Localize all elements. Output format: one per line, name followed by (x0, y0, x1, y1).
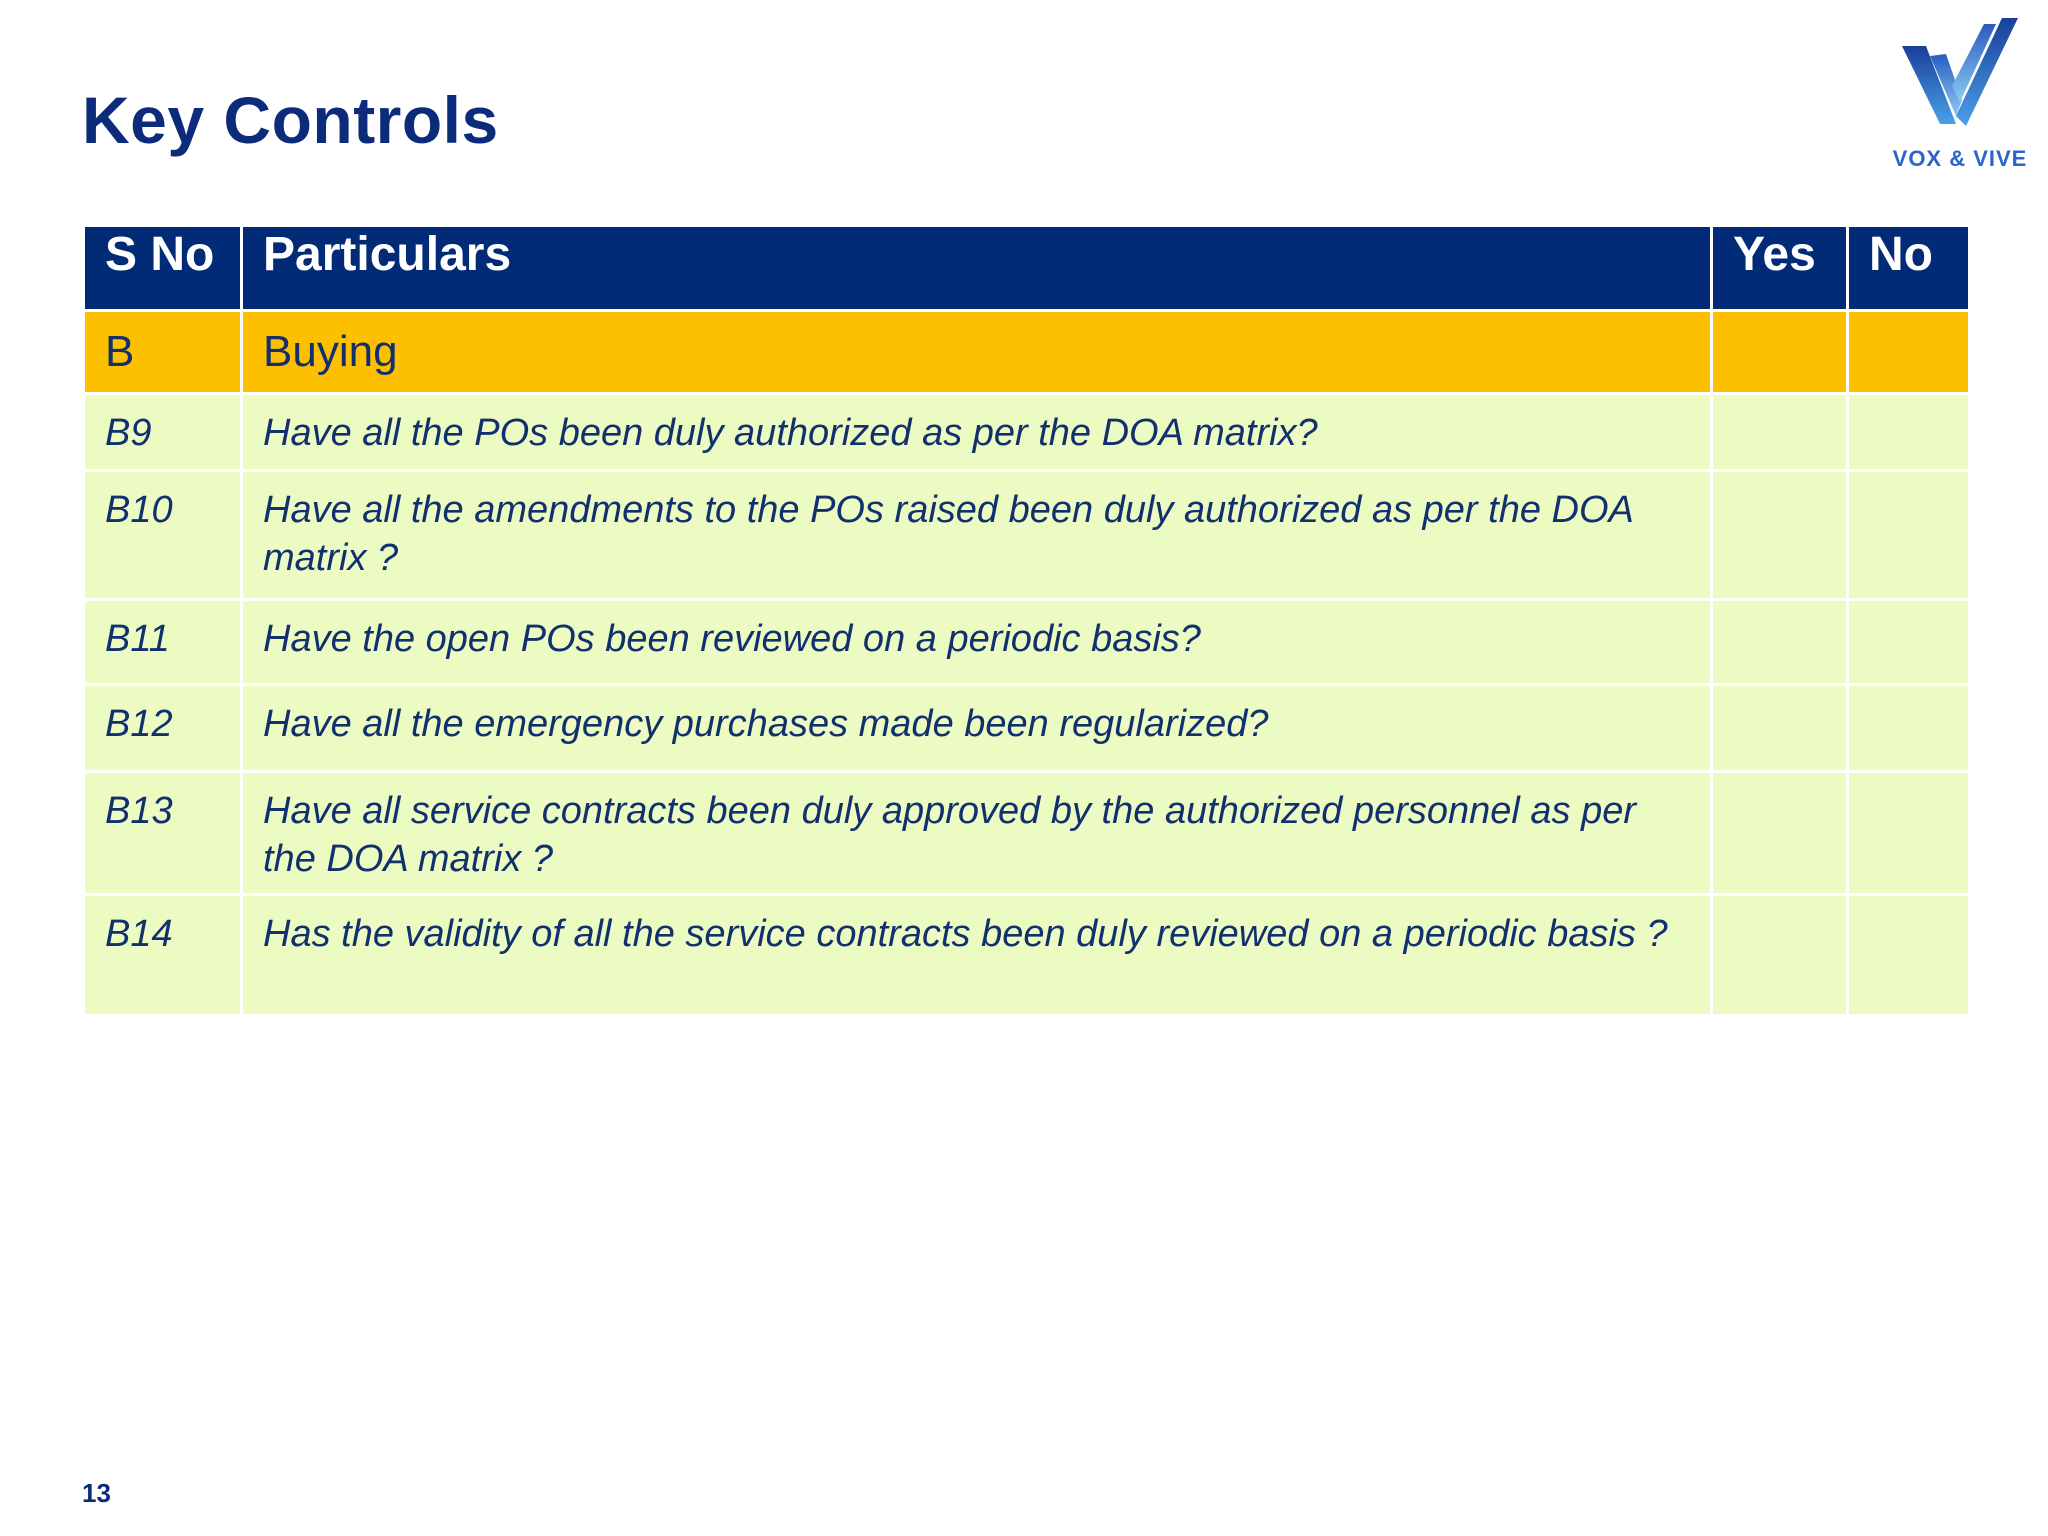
row-sno: B13 (84, 772, 242, 895)
section-yes-cell (1712, 311, 1848, 394)
row-sno: B10 (84, 471, 242, 600)
row-no-cell[interactable] (1848, 471, 1970, 600)
row-no-cell[interactable] (1848, 394, 1970, 471)
row-question: Have all the amendments to the POs raised been duly authorized as per the DOA matrix ? (242, 471, 1712, 600)
row-yes-cell[interactable] (1712, 471, 1848, 600)
section-label: Buying (242, 311, 1712, 394)
logo-text: VOX & VIVE (1892, 146, 2028, 171)
row-sno: B12 (84, 685, 242, 772)
row-question: Have all the POs been duly authorized as per the DOA matrix? (242, 394, 1712, 471)
row-question: Have all service contracts been duly approved by the authorized personnel as per the DOA matrix ? (242, 772, 1712, 895)
row-no-cell[interactable] (1848, 685, 1970, 772)
table-row (84, 895, 1970, 1016)
section-no-cell (1848, 311, 1970, 394)
row-yes-cell[interactable] (1712, 394, 1848, 471)
row-question: Have all the emergency purchases made been regularized? (242, 685, 1712, 772)
page-title: Key Controls (82, 83, 499, 157)
table-row (84, 685, 1970, 772)
company-logo (1876, 16, 2044, 171)
section-code: B (84, 311, 242, 394)
row-yes-cell[interactable] (1712, 685, 1848, 772)
row-sno: B9 (84, 394, 242, 471)
row-question: Have the open POs been reviewed on a periodic basis? (242, 600, 1712, 685)
row-yes-cell[interactable] (1712, 772, 1848, 895)
row-question: Has the validity of all the service contracts been duly reviewed on a periodic basis ? (242, 895, 1712, 1016)
vv-logo-icon (1900, 16, 2020, 128)
row-yes-cell[interactable] (1712, 895, 1848, 1016)
table-row (84, 600, 1970, 685)
header-particulars: Particulars (242, 226, 1712, 311)
page-number: 13 (82, 1478, 111, 1508)
row-sno: B11 (84, 600, 242, 685)
header-no: No (1848, 226, 1970, 311)
table-header-row (84, 226, 1970, 311)
table-row (84, 772, 1970, 895)
table-row (84, 394, 1970, 471)
row-yes-cell[interactable] (1712, 600, 1848, 685)
row-sno: B14 (84, 895, 242, 1016)
key-controls-table (82, 224, 1971, 1017)
header-sno: S No (84, 226, 242, 311)
row-no-cell[interactable] (1848, 895, 1970, 1016)
table-row (84, 471, 1970, 600)
row-no-cell[interactable] (1848, 772, 1970, 895)
section-row-buying (84, 311, 1970, 394)
header-yes: Yes (1712, 226, 1848, 311)
row-no-cell[interactable] (1848, 600, 1970, 685)
